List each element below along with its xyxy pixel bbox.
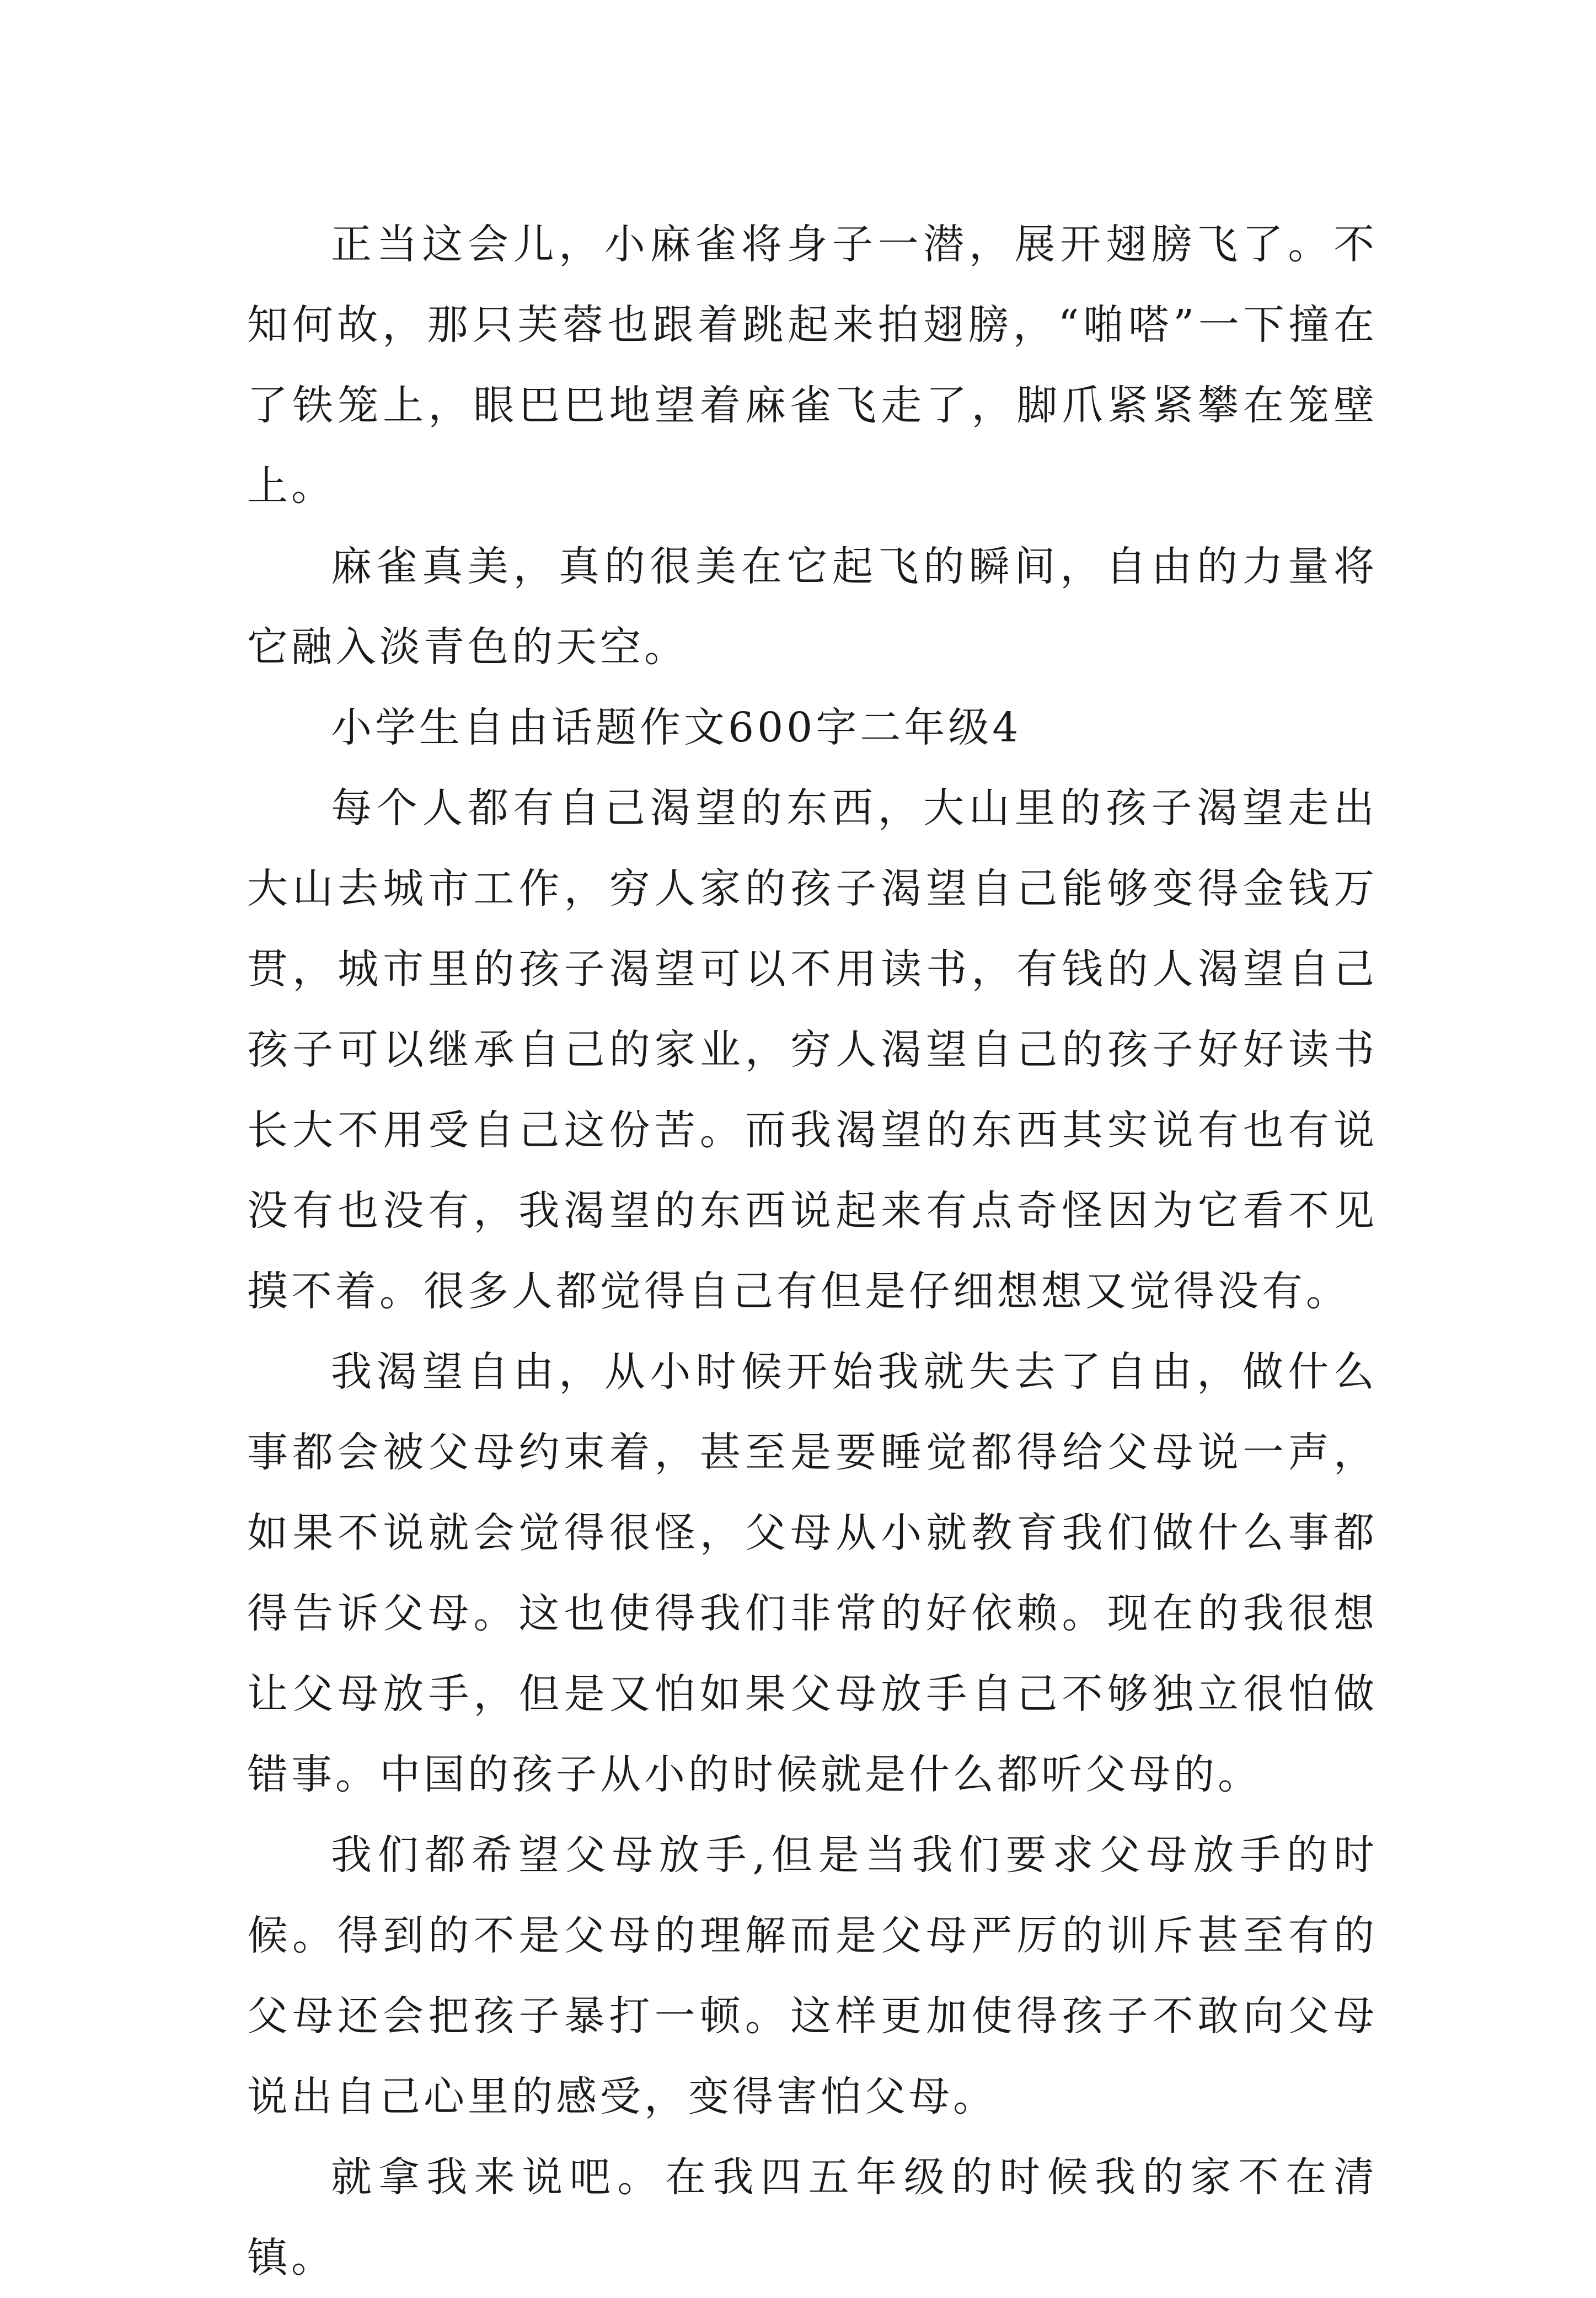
essay-heading: 小学生自由话题作文600字二年级4 — [331, 704, 1022, 751]
paragraph-sparrow-flight: 正当这会儿，小麻雀将身子一潜，展开翅膀飞了。不知何故，那只芙蓉也跟着跳起来拍翅膀，“啪嗒”一下撞在了铁笼上，眼巴巴地望着麻雀飞走了，脚爪紧紧攀在笼壁上。 — [247, 221, 1378, 510]
paragraph-parents: 我们都希望父母放手,但是当我们要求父母放手的时候。得到的不是父母的理解而是父母严厉的训斥甚至有的父母还会把孩子暴打一顿。这样更加使得孩子不敢向父母说出自己心里的感受，变得害怕父母。 — [247, 1831, 1378, 2120]
paragraph-desires: 每个人都有自己渴望的东西，大山里的孩子渴望走出大山去城市工作，穷人家的孩子渴望自己能够变得金钱万贯，城市里的孩子渴望可以不用读书，有钱的人渴望自己孩子可以继承自己的家业，穷人渴望自己的孩子好好读书长大不用受自己这份苦。而我渴望的东西其实说有也有说没有也没有，我渴望的东西说起来有点奇怪因为它看不见摸不着。很多人都觉得自己有但是仔细想想又觉得没有。 — [247, 784, 1378, 1315]
document-body — [247, 204, 1378, 2298]
paragraph-example: 就拿我来说吧。在我四五年级的时候我的家不在清镇。 — [247, 2153, 1378, 2281]
paragraph-freedom: 我渴望自由，从小时候开始我就失去了自由，做什么事都会被父母约束着，甚至是要睡觉都得给父母说一声，如果不说就会觉得很怪，父母从小就教育我们做什么事都得告诉父母。这也使得我们非常的好依赖。现在的我很想让父母放手，但是又怕如果父母放手自己不够独立很怕做错事。中国的孩子从小的时候就是什么都听父母的。 — [247, 1348, 1378, 1798]
paragraph-sparrow-beauty: 麻雀真美，真的很美在它起飞的瞬间，自由的力量将它融入淡青色的天空。 — [247, 543, 1378, 671]
